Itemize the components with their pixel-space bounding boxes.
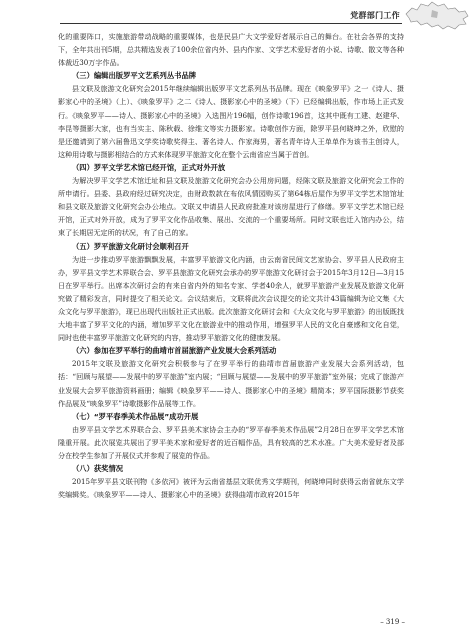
header-rule: [60, 23, 402, 24]
section-heading: （三）编辑出版罗平文艺系列丛书品牌: [72, 71, 197, 81]
section-heading: （五）罗平旅游文化研讨会顺利召开: [72, 241, 189, 251]
paragraph: 化的重要阵口，实施旅游带动战略的重要媒体，也是民县广大文学爱好者展示自己的舞台。在社会各界的支持下，全年共出刊5期，总共精选发表了100余位省内外、县内作家、文学艺术爱好者的小说、诗歌、散文等各种体裁近30万字作品。: [58, 32, 404, 68]
section-heading: （六）参加在罗平举行的曲靖市首届旅游产业发展大会系列活动: [72, 346, 277, 356]
section-heading: （八）获奖情况: [72, 464, 124, 474]
map-silhouette-icon: [402, 0, 471, 30]
section-heading: （七）“罗平春季美术作品展”成功开展: [72, 411, 199, 421]
paragraph: 县文联及旅游文化研究会2015年继续编辑出版罗平文艺系列丛书品牌。现在《映象罗平》之一《诗人、摄影家心中的圣境》（上）、《映象罗平》之二《诗人、摄影家心中的圣境》（下）已经编辑出版，作市场上正式发行。《映象罗平——诗人、摄影家心中的圣境》入选图片196幅，创作诗歌196首，这其中既有工建、赵建华、李昆等摄影大家，也有当实主、陈秋载、徐维文等实力摄影家。诗歌创作方面，除罗平县何晓坤之外，欣慰的是还邀请到了第六届鲁迅文学奖诗歌奖得主、著名诗人、作家海男，著名青年诗人王单单作为该书主创诗人，这种用诗歌与摄影相结合的方式来体现罗平旅游文化在整个云南省应当属于首创。: [58, 84, 404, 159]
page-header: [0, 0, 471, 30]
paragraph: 为进一步推动罗平旅游飘飘发展，丰富罗平旅游文化内涵，由云南省民间文艺家协会、罗平县人民政府主办，罗平县文学艺术界联合会、罗平县旅游文化研究会承办的罗平旅游文化研讨会于2015年3月12日—3月15日在罗平举行。出席本次研讨会的有来自省内外的知名专家、学者40余人，就罗平旅游产业发展及旅游文化研究做了精彩发言，同时提交了相关论文。会议结束后，文联将此次会议提交的论文共计43篇编辑为论文集《大众文化与罗平旅游》，现已出现代出版社正式出版。此次旅游文化研讨会和《大众文化与罗平旅游》的出版既找大地丰富了罗平文化的内涵，增加罗平文化在旅游业中的推动作用，增强罗平人民的文化自豪感和文化自觉，同时也使丰富罗平旅游文化研究的内容，推动罗平旅游文化的健康发展。: [58, 254, 404, 343]
paragraph: 2015年罗平县文联刊物《多依河》被评为云南省基层文联优秀文学期刊，何晓坤同时获得云南省就东文学奖编辑奖。《映象罗平——诗人、摄影家心中的圣境》获得曲靖市政府2015年: [58, 477, 404, 500]
paragraph: 2015年文联及旅游文化研究会积极参与了在罗平举行的曲靖市首届旅游产业发展大会系列活动，包括：“回顾与展望——发展中的罗平旅游”室内展；“回顾与展望——发展中的罗平旅游”室外展；完成了旅游产业发展大会罗平旅游资料画册；编辑《映象罗平——诗人、摄影家心中的圣境》精简本；罗平国际摄影节获奖作品展及“映象罗平”诗歌摄影作品展等工作。: [58, 359, 404, 408]
section-title: 党群部门工作: [350, 11, 400, 20]
section-heading: （四）罗平文学艺术馆已经开馆，正式对外开放: [72, 162, 226, 172]
document-body: [58, 30, 404, 501]
paragraph: 由罗平县文学艺术界联合会、罗平县美术家协会主办的“罗平春季美术作品展”2月28日在罗平文学艺术馆隆重开展。此次展览共展出了罗平美术家和爱好者的近百幅作品，具有较高的艺术水准。广大美术爱好者及部分在校学生参加了开展仪式并参观了展览的作品。: [58, 424, 404, 460]
page-number: – 319 –: [380, 618, 405, 626]
paragraph: 为解决罗平文学艺术馆迁址和县文联及旅游文化研究会办公用房问题，经陈文联及旅游文化研究会工作的所申请行。县委、县政府经过研究决定，由财政数款在布依风情园购买了第64栋后屋作为罗平文学艺术馆馆址和县文联及旅游文化研究会办公地点。文联又申请县人民政府批准对该房屋进行了修缮。罗平文学艺术馆已经开馆，正式对外开放，成为了罗平文化作品收集、展出、交流的一个重要场所。同时文联也迁入馆内办公，结束了长期居无定所的状况，有了自己的家。: [58, 176, 404, 238]
